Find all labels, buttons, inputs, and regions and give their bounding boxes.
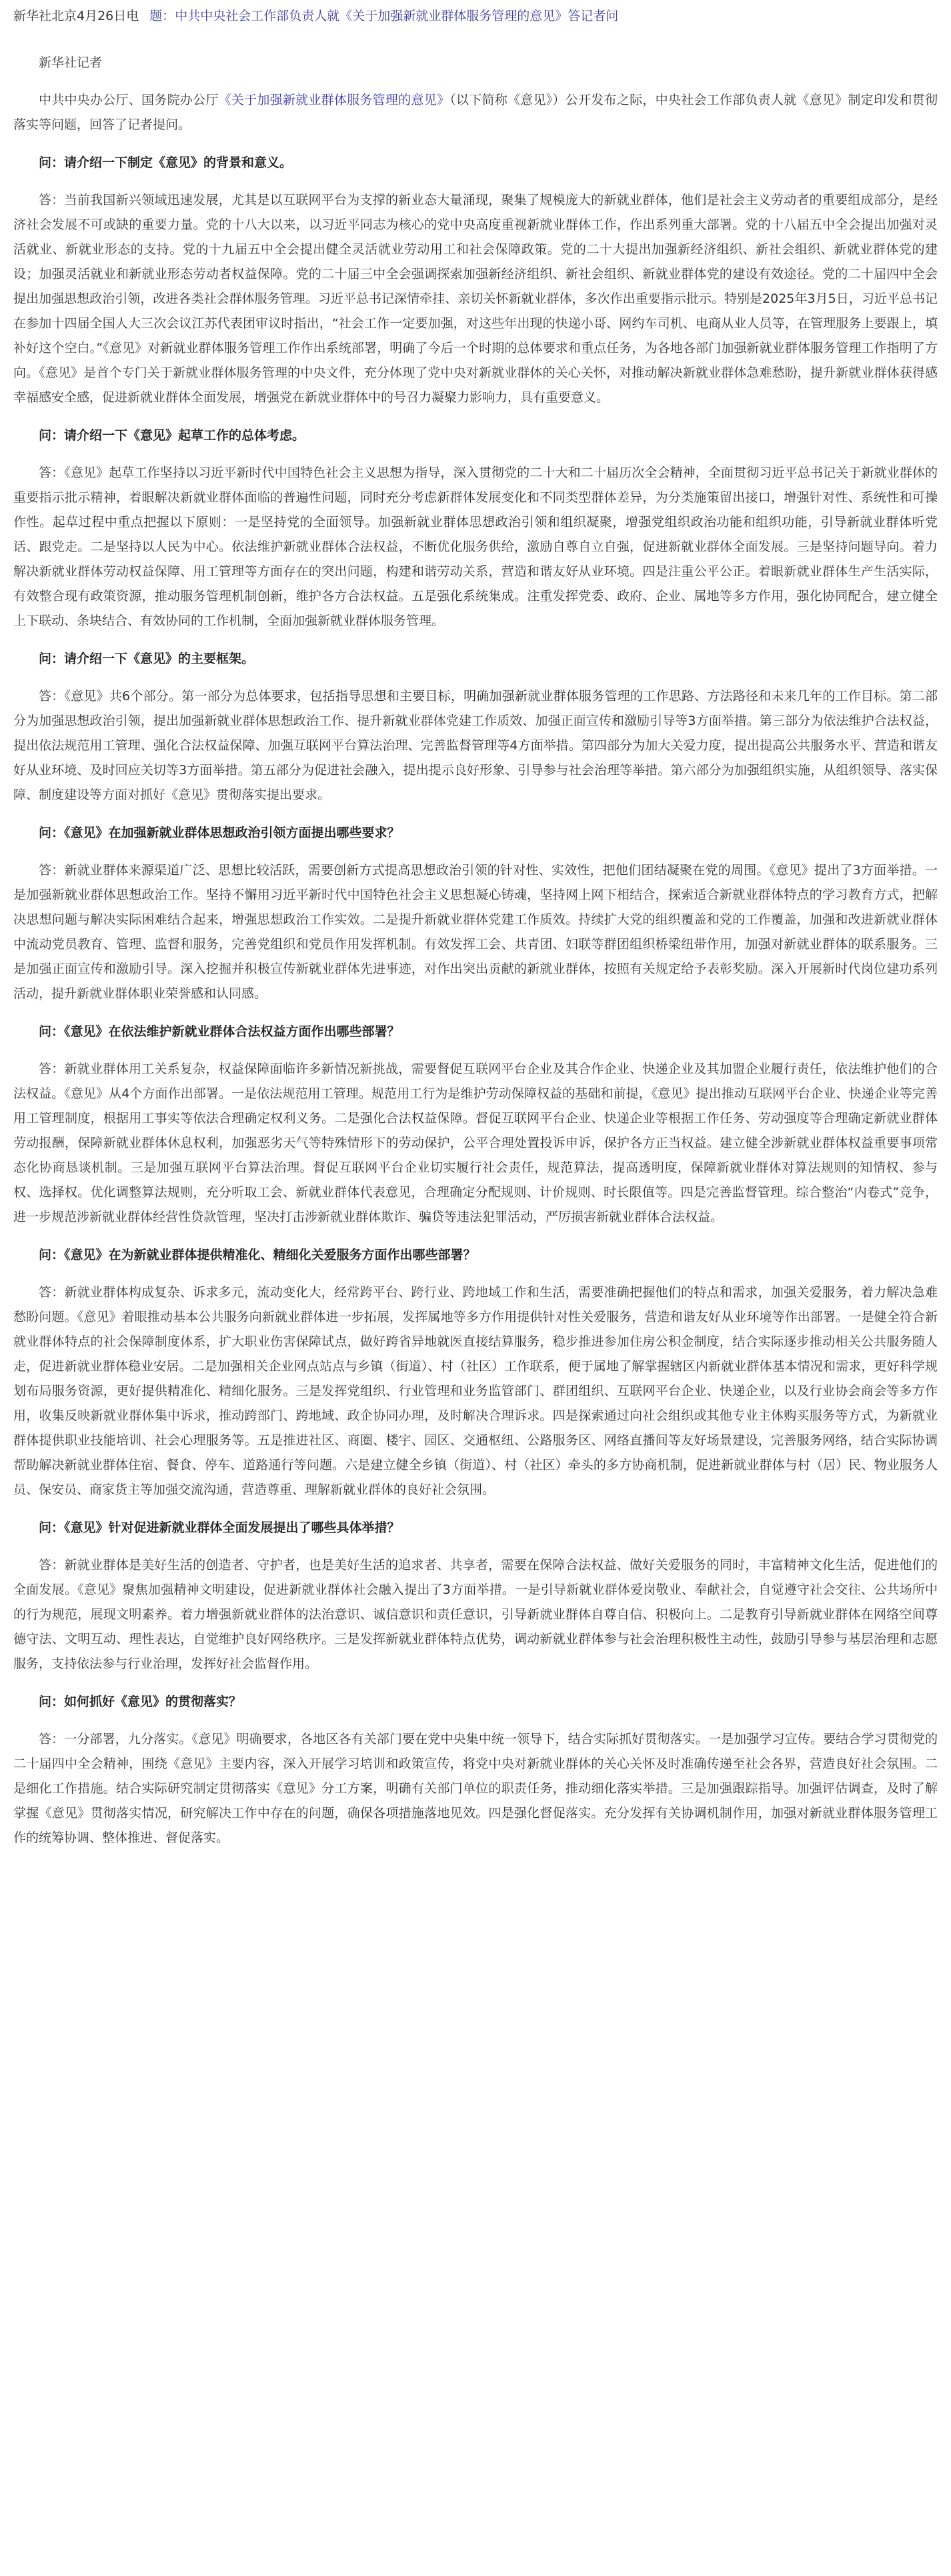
article-title: 中共中央社会工作部负责人就《关于加强新就业群体服务管理的意见》答记者问 [175, 9, 619, 23]
title-label: 题： [149, 9, 175, 23]
document-link[interactable]: 《关于加强新就业群体服务管理的意见》 [218, 93, 450, 107]
answer-paragraph: 答：新就业群体用工关系复杂，权益保障面临许多新情况新挑战，需要督促互联网平台企业及其合作企业、快递企业及其加盟企业履行责任，依法维护他们的合法权益。《意见》从4个方面作出部署。一是依法规范用工管理。规范用工行为是维护劳动保障权益的基础和前提，《意见》提出推动互联网平台企业、快递企业等完善用工管理制度，根据用工事实等依法合理确定权利义务。二是强化合法权益保障。督促互联网平台企业、快递企业等根据工作任务、劳动强度等合理确定新就业群体劳动报酬，保障新就业群体休息权利，加强恶劣天气等特殊情形下的劳动保护，公平合理处置投诉申诉，保护各方正当权益。建立健全涉新就业群体权益重要事项常态化协商恳谈机制。三是加强互联网平台算法治理。督促互联网平台企业切实履行社会责任，规范算法，提高透明度，保障新就业群体对算法规则的知情权、参与权、选择权。优化调整算法规则，充分听取工会、新就业群体代表意见，合理确定分配规则、计价规则、时长限值等。四是完善监督管理。综合整治“内卷式”竞争，进一步规范涉新就业群体经营性贷款管理，坚决打击涉新就业群体欺诈、骗贷等违法犯罪活动，严厉损害新就业群体合法权益。 [13, 1062, 938, 1224]
answer-paragraph: 答：《意见》起草工作坚持以习近平新时代中国特色社会主义思想为指导，深入贯彻党的二十大和二十届历次全会精神，全面贯彻习近平总书记关于新就业群体的重要指示批示精神，着眼解决新就业群体面临的普遍性问题，同时充分考虑新群体发展变化和不同类型群体差异，为分类施策留出接口，增强针对性、系统性和可操作性。起草过程中重点把握以下原则：一是坚持党的全面领导。加强新就业群体思想政治引领和组织凝聚，增强党组织政治功能和组织功能，引导新就业群体听党话、跟党走。二是坚持以人民为中心。依法维护新就业群体合法权益，不断优化服务供给，激励自尊自立自强，促进新就业群体全面发展。三是坚持问题导向。着力解决新就业群体劳动权益保障、用工管理等方面存在的突出问题，构建和谐劳动关系，营造和谐友好从业环境。四是注重公平公正。着眼新就业群体生产生活实际，有效整合现有政策资源，推动服务管理机制创新，维护各方合法权益。五是强化系统集成。注重发挥党委、政府、企业、属地等多方作用，强化协同配合，建立健全上下联动、条块结合、有效协同的工作机制，全面加强新就业群体服务管理。 [13, 465, 938, 628]
question-heading: 问：请介绍一下《意见》起草工作的总体考虑。 [39, 428, 305, 443]
question-heading: 问：《意见》在为新就业群体提供精准化、精细化关爱服务方面作出哪些部署？ [39, 1248, 476, 1262]
answer-paragraph: 答：一分部署，九分落实。《意见》明确要求，各地区各有关部门要在党中央集中统一领导下，结合实际抓好贯彻落实。一是加强学习宣传。要结合学习贯彻党的二十届四中全会精神，围绕《意见》主要内容，深入开展学习培训和政策宣传，将党中央对新就业群体的关心关怀及时准确传递至社会各界，营造良好社会氛围。二是细化工作措施。结合实际研究制定贯彻落实《意见》分工方案，明确有关部门单位的职责任务，推动细化落实举措。三是加强跟踪指导。加强评估调查，及时了解掌握《意见》贯彻落实情况，研究解决工作中存在的问题，确保各项措施落地见效。四是强化督促落实。充分发挥有关协调机制作用，加强对新就业群体服务管理工作的统筹协调、整体推进、督促落实。 [13, 1732, 938, 1845]
question-heading: 问：《意见》在加强新就业群体思想政治引领方面提出哪些要求？ [39, 826, 400, 840]
answer-paragraph: 答：新就业群体是美好生活的创造者、守护者，也是美好生活的追求者、共享者，需要在保障合法权益、做好关爱服务的同时，丰富精神文化生活，促进他们的全面发展。《意见》聚焦加强精神文明建设，促进新就业群体社会融入提出了3方面举措。一是引导新就业群体爱岗敬业、奉献社会，自觉遵守社会交往、公共场所中的行为规范，展现文明素养。着力增强新就业群体的法治意识、诚信意识和责任意识，引导新就业群体自尊自信、积极向上。二是教育引导新就业群体在网络空间尊德守法、文明互动、理性表达，自觉维护良好网络秩序。三是发挥新就业群体特点优势，调动新就业群体参与社会治理积极性主动性，鼓励引导参与基层治理和志愿服务，支持依法参与行业治理，发挥好社会监督作用。 [13, 1558, 938, 1671]
question-heading: 问：请介绍一下制定《意见》的背景和意义。 [39, 155, 293, 170]
question-heading: 问：请介绍一下《意见》的主要框架。 [39, 652, 255, 666]
question-heading: 问：如何抓好《意见》的贯彻落实？ [39, 1694, 242, 1709]
dateline: 新华社北京4月26日电 [13, 9, 139, 23]
intro-text: 中共中央办公厅、国务院办公厅 [39, 93, 219, 107]
intro-text: （以下简称《意见》）公开发布之际，中央社会工作部负责人就《意见》制定印发和贯彻落实等问题，回答了记者提问。 [13, 93, 938, 132]
answer-paragraph: 答：新就业群体构成复杂、诉求多元，流动变化大，经常跨平台、跨行业、跨地域工作和生活，需要准确把握他们的特点和需求，加强关爱服务，着力解决急难愁盼问题。《意见》着眼推动基本公共服务向新就业群体进一步拓展，发挥属地等多方作用提供针对性关爱服务，营造和谐友好从业环境等作出部署。一是健全符合新就业群体特点的社会保障制度体系，扩大职业伤害保障试点，做好跨省异地就医直接结算服务，稳步推进参加住房公积金制度，结合实际逐步推动相关公共服务随人走，促进新就业群体稳业安居。二是加强相关企业网点站点与乡镇（街道）、村（社区）工作联系，便于属地了解掌握辖区内新就业群体基本情况和需求，更好科学规划布局服务资源，更好提供精准化、精细化服务。三是发挥党组织、行业管理和业务监管部门、群团组织、互联网平台企业、快递企业，以及行业协会商会等多方作用，收集反映新就业群体集中诉求，推动跨部门、跨地域、政企协同办理，及时解决合理诉求。四是探索通过向社会组织或其他专业主体购买服务等方式，为新就业群体提供职业技能培训、社会心理服务等。五是推进社区、商圈、楼宇、园区、交通枢纽、公路服务区、网络直播间等友好场景建设，完善服务网络，结合实际协调帮助解决新就业群体住宿、餐食、停车、道路通行等问题。六是建立健全乡镇（街道）、村（社区）牵头的多方协商机制，促进新就业群体与村（居）民、物业服务人员、保安员、商家货主等加强交流沟通，营造尊重、理解新就业群体的良好社会氛围。 [13, 1285, 938, 1497]
byline: 新华社记者 [39, 55, 103, 70]
answer-paragraph: 答：《意见》共6个部分。第一部分为总体要求，包括指导思想和主要目标，明确加强新就业群体服务管理的工作思路、方法路径和未来几年的工作目标。第二部分为加强思想政治引领，提出加强新就业群体思想政治工作、提升新就业群体党建工作质效、加强正面宣传和激励引导等3方面举措。第三部分为依法维护合法权益，提出依法规范用工管理、强化合法权益保障、加强互联网平台算法治理、完善监督管理等4方面举措。第四部分为加大关爱力度，提出提高公共服务水平、营造和谐友好从业环境、及时回应关切等3方面举措。第五部分为促进社会融入，提出提示良好形象、引导参与社会治理等举措。第六部分为加强组织实施，从组织领导、落实保障、制度建设等方面对抓好《意见》贯彻落实提出要求。 [13, 689, 938, 802]
answer-paragraph: 答：新就业群体来源渠道广泛、思想比较活跃，需要创新方式提高思想政治引领的针对性、实效性，把他们团结凝聚在党的周围。《意见》提出了3方面举措。一是加强新就业群体思想政治工作。坚持不懈用习近平新时代中国特色社会主义思想凝心铸魂，坚持网上网下相结合，探索适合新就业群体特点的学习教育方式，把解决思想问题与解决实际困难结合起来，增强思想政治工作实效。二是提升新就业群体党建工作质效。持续扩大党的组织覆盖和党的工作覆盖，加强和改进新就业群体中流动党员教育、管理、监督和服务，完善党组织和党员作用发挥机制。有效发挥工会、共青团、妇联等群团组织桥梁纽带作用，加强对新就业群体的联系服务。三是加强正面宣传和激励引导。深入挖掘并积极宣传新就业群体先进事迹，对作出突出贡献的新就业群体，按照有关规定给予表彰奖励。深入开展新时代岗位建功系列活动，提升新就业群体职业荣誉感和认同感。 [13, 863, 938, 1001]
question-heading: 问：《意见》在依法维护新就业群体合法权益方面作出哪些部署？ [39, 1024, 400, 1039]
answer-paragraph: 答：当前我国新兴领域迅速发展，尤其是以互联网平台为支撑的新业态大量涌现，聚集了规模庞大的新就业群体，他们是社会主义劳动者的重要组成部分，是经济社会发展不可或缺的重要力量。党的十八大以来，以习近平同志为核心的党中央高度重视新就业群体工作，作出系列重大部署。党的十八届五中全会提出加强对灵活就业、新就业形态的支持。党的十九届五中全会提出健全灵活就业劳动用工和社会保障政策。党的二十大提出加强新经济组织、新社会组织、新就业群体党的建设；加强灵活就业和新就业形态劳动者权益保障。党的二十届三中全会强调探索加强新经济组织、新社会组织、新就业群体党的建设有效途径。党的二十届四中全会提出加强思想政治引领，改进各类社会群体服务管理。习近平总书记深情牵挂、亲切关怀新就业群体，多次作出重要指示批示。特别是2025年3月5日，习近平总书记在参加十四届全国人大三次会议江苏代表团审议时指出，“社会工作一定要加强，对这些年出现的快递小哥、网约车司机、电商从业人员等，在管理服务上要跟上，填补好这个空白。”《意见》对新就业群体服务管理工作作出系统部署，明确了今后一个时期的总体要求和重点任务，为各地各部门加强新就业群体服务管理工作指明了方向。《意见》是首个专门关于新就业群体服务管理的中央文件，充分体现了党中央对新就业群体的关心关怀，对推动解决新就业群体急难愁盼，提升新就业群体获得感幸福感安全感，促进新就业群体全面发展，增强党在新就业群体中的号召力凝聚力影响力，具有重要意义。 [13, 193, 938, 405]
intro-paragraph [13, 88, 938, 137]
question-heading: 问：《意见》针对促进新就业群体全面发展提出了哪些具体举措？ [39, 1520, 400, 1535]
headline [13, 4, 938, 28]
